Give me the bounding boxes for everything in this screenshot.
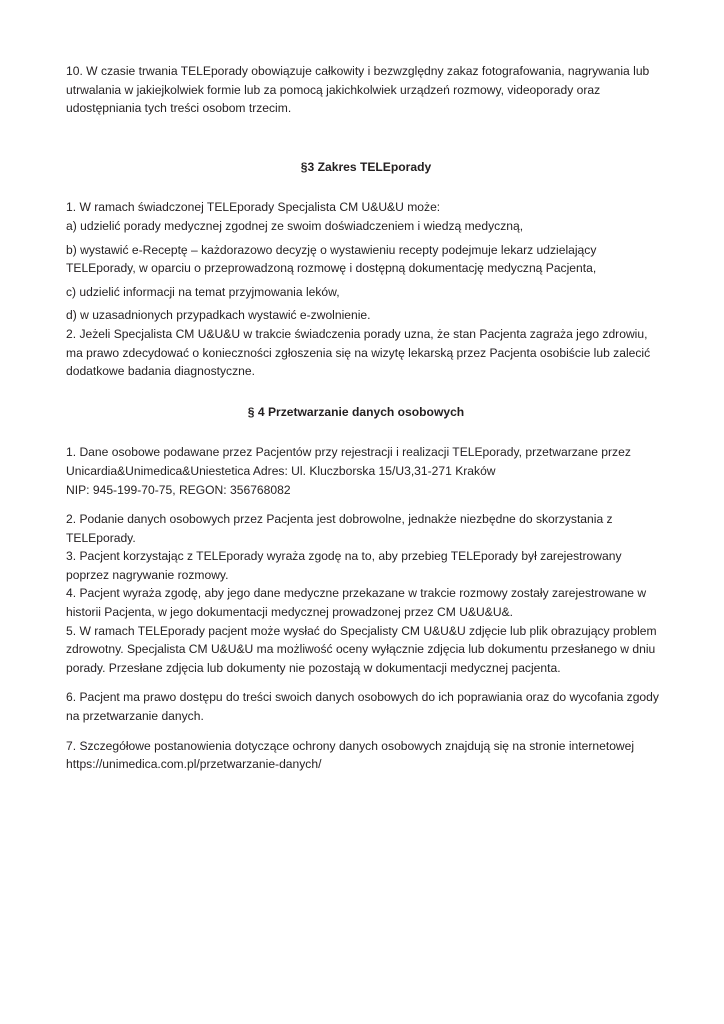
spacer [66, 176, 660, 198]
clause-10-paragraph: 10. W czasie trwania TELEporady obowiązuje całkowity i bezwzględny zakaz fotografowania, nagrywania lub utrwalania w jakiejkolwiek formie lub za pomocą jakichkolwiek urządzeń rozmowy, videoporady oraz udostępniania tych treści osobom trzecim. [66, 64, 650, 116]
section-4-item-1-identifiers: NIP: 945-199-70-75, REGON: 356768082 [66, 482, 291, 497]
section-3-item-b: b) wystawić e-Receptę – każdorazowo decyzję o wystawieniu recepty podejmuje lekarz udzielający TELEporady, w oparciu o przeprowadzoną rozmowę i dostępną dokumentację medyczną Pacjenta, [66, 242, 597, 276]
spacer [66, 118, 660, 158]
section-3-item-c: c) udzielić informacji na temat przyjmowania leków, [66, 284, 340, 299]
section-3-item-d: d) w uzasadnionych przypadkach wystawić e-zwolnienie. [66, 308, 371, 323]
spacer [66, 726, 660, 737]
spacer [66, 499, 660, 510]
spacer [66, 381, 660, 403]
spacer [66, 421, 660, 443]
section-4-item-3: 3. Pacjent korzystając z TELEporady wyraża zgodę na to, aby przebieg TELEporady był zarejestrowany poprzez nagrywanie rozmowy. [66, 549, 622, 582]
section-4-item-7: 7. Szczegółowe postanowienia dotyczące ochrony danych osobowych znajdują się na stronie internetowej https://unimedica.com.pl/przetwarzanie-danych/ [66, 738, 635, 772]
document-body [66, 62, 660, 774]
section-4-item-1: 1. Dane osobowe podawane przez Pacjentów przy rejestracji i realizacji TELEporady, przetwarzane przez Unicardia&Unimedica&Uniestetica Adres: Ul. Kluczborska 15/U3,31-271 Kraków [66, 445, 631, 478]
section-4-item-2: 2. Podanie danych osobowych przez Pacjenta jest dobrowolne, jednakże niezbędne do skorzystania z TELEporady. [66, 512, 613, 545]
section-4-item-4: 4. Pacjent wyraża zgodę, aby jego dane medyczne przekazane w trakcie rozmowy zostały zarejestrowane w historii Pacjenta, w jego dokumentacji medycznej prowadzonej przez CM U&U&U&. [66, 586, 647, 620]
section-3-item-2: 2. Jeżeli Specjalista CM U&U&U w trakcie świadczenia porady uzna, że stan Pacjenta zagraża jego zdrowiu, ma prawo zdecydować o konieczności zgłoszenia się na wizytę lekarską przez Pacjenta osobiście lub zalecić dodatkowe badania diagnostyczne. [66, 326, 651, 379]
spacer [66, 677, 660, 688]
section-4-item-6: 6. Pacjent ma prawo dostępu do treści swoich danych osobowych do ich poprawiania oraz do wycofania zgody na przetwarzanie danych. [66, 690, 659, 724]
section-4-heading: § 4 Przetwarzanie danych osobowych [247, 404, 465, 419]
section-4-item-5: 5. W ramach TELEporady pacjent może wysłać do Specjalisty CM U&U&U zdjęcie lub plik obrazujący problem zdrowotny. Specjalista CM U&U&U ma możliwość oceny wyłącznie zdjęcia lub dokumentu przesłanego w dniu porady. Przesłane zdjęcia lub dokumenty nie pozostają w dokumentacji medycznej pacjenta. [66, 623, 657, 675]
section-3-item-1-intro: 1. W ramach świadczonej TELEporady Specjalista CM U&U&U może: [66, 200, 441, 215]
section-3-heading: §3 Zakres TELEporady [300, 159, 432, 174]
section-3-item-a: a) udzielić porady medycznej zgodnej ze swoim doświadczeniem i wiedzą medyczną, [66, 218, 524, 233]
